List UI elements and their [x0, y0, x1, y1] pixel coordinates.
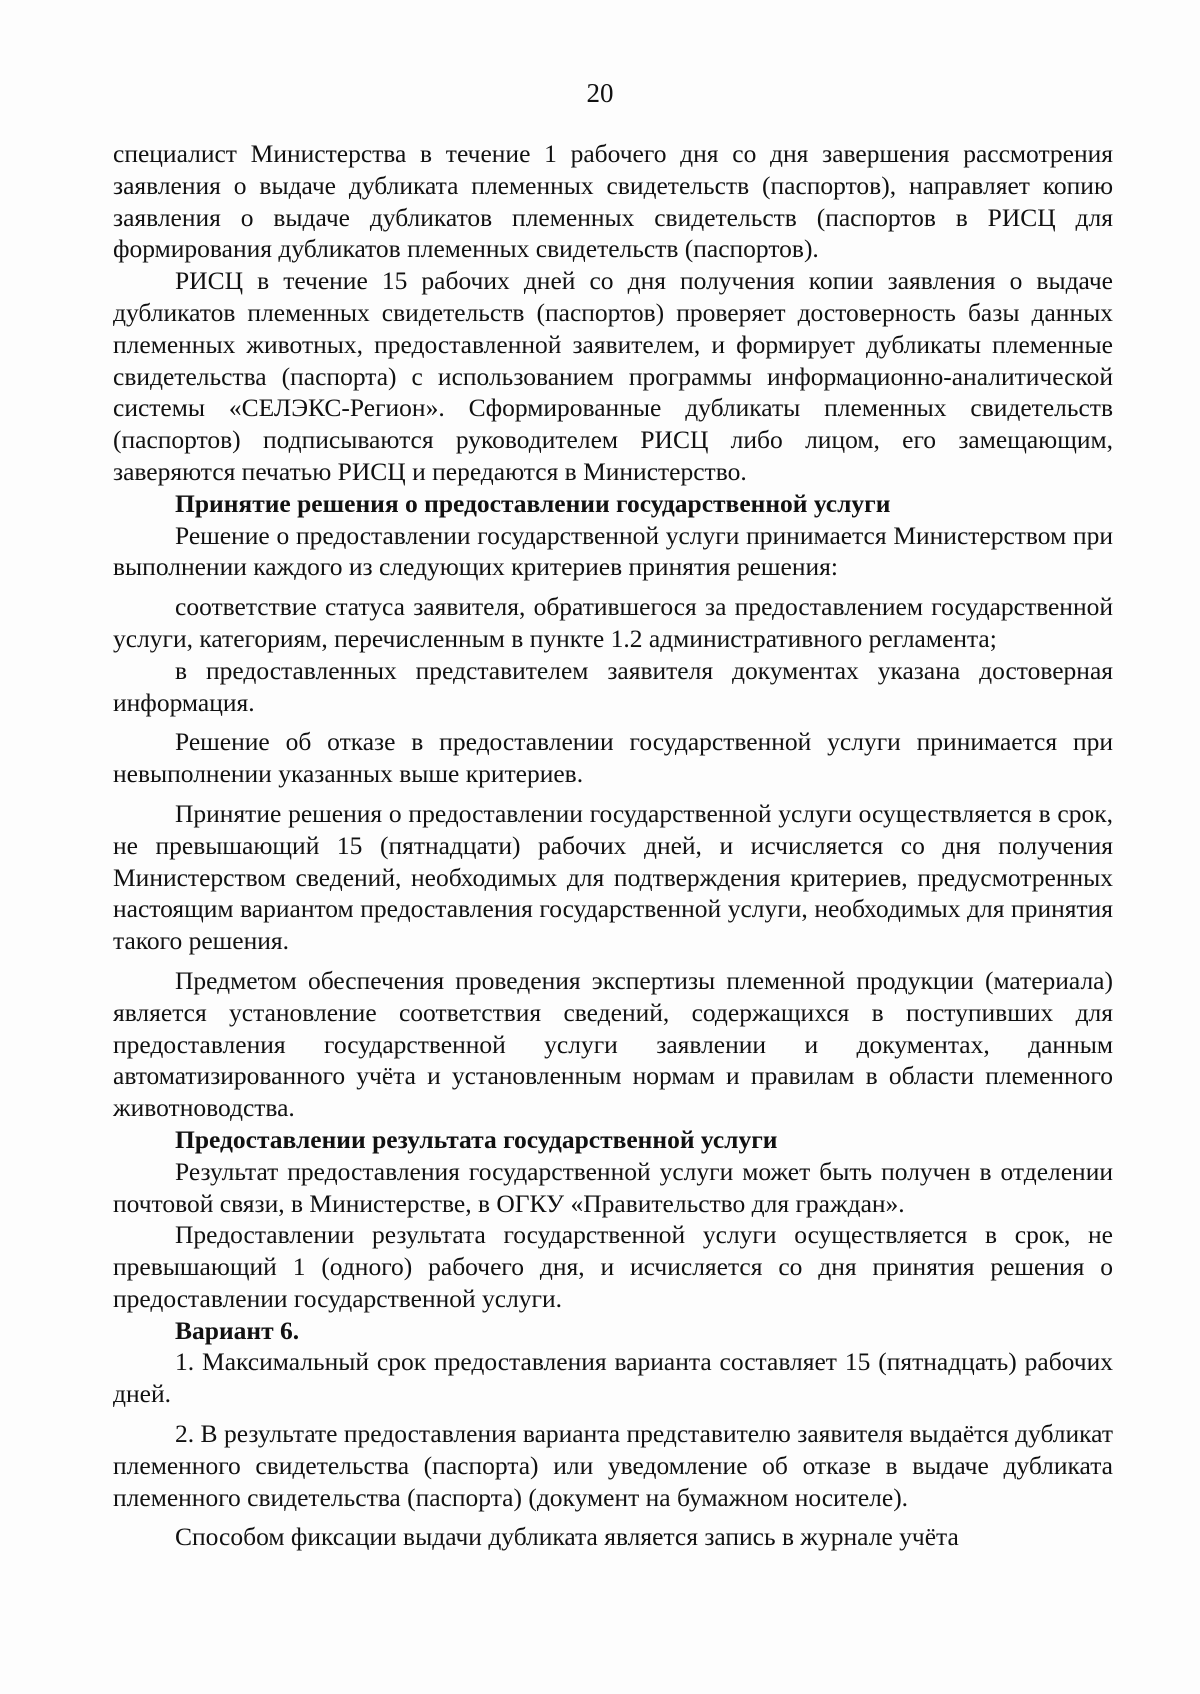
paragraph: РИСЦ в течение 15 рабочих дней со дня получения копии заявления о выдаче дубликатов племенных свидетельств (паспортов) проверяет достоверность базы данных племенных животных, предоставленной заявителем, и формирует дубликаты племенные свидетельства (паспорта) с использованием программы информационно-аналитической системы «СЕЛЭКС-Регион». Сформированные дубликаты племенных свидетельств (паспортов) подписываются руководителем РИСЦ либо лицом, его замещающим, заверяются печатью РИСЦ и передаются в Министерство.: [113, 266, 1113, 486]
paragraph: Способом фиксации выдачи дубликата является запись в журнале учёта: [175, 1522, 959, 1552]
paragraph: Решение об отказе в предоставлении государственной услуги принимается при невыполнении указанных выше критериев.: [113, 727, 1113, 789]
paragraph: Принятие решения о предоставлении государственной услуги осуществляется в срок, не превышающий 15 (пятнадцати) рабочих дней, и исчисляется со дня получения Министерством сведений, необходимых для подтверждения критериев, предусмотренных настоящим вариантом предоставления государственной услуги, необходимых для принятия такого решения.: [113, 798, 1113, 956]
paragraph: соответствие статуса заявителя, обратившегося за предоставлением государственной услуги, категориям, перечисленным в пункте 1.2 административного регламента;: [113, 592, 1113, 653]
paragraph: Результат предоставления государственной услуги может быть получен в отделении почтовой связи, в Министерстве, в ОГКУ «Правительство для граждан».: [113, 1156, 1113, 1218]
paragraph: Предоставлении результата государственной услуги осуществляется в срок, не превышающий 1 (одного) рабочего дня, и исчисляется со дня принятия решения о предоставлении государственной услуги.: [113, 1220, 1113, 1313]
paragraph: в предоставленных представителем заявителя документах указана достоверная информация.: [113, 655, 1113, 717]
page-number: 20: [586, 78, 614, 108]
section-heading: Предоставлении результата государственной услуги: [175, 1124, 778, 1154]
paragraph: Решение о предоставлении государственной услуги принимается Министерством при выполнении каждого из следующих критериев принятия решения:: [113, 520, 1113, 582]
paragraph: Предметом обеспечения проведения экспертизы племенной продукции (материала) является установление соответствия сведений, содержащихся в поступивших для предоставления государственной услуги заявлении и документах, данным автоматизированного учёта и установленным нормам и правилам в области племенного животноводства.: [113, 965, 1113, 1123]
variant-heading: Вариант 6.: [175, 1315, 300, 1345]
paragraph: специалист Министерства в течение 1 рабочего дня со дня завершения рассмотрения заявления о выдаче дубликата племенных свидетельств (паспортов), направляет копию заявления о выдаче дубликатов племенных свидетельств (паспортов в РИСЦ для формирования дубликатов племенных свидетельств (паспортов).: [113, 139, 1113, 264]
paragraph: 1. Максимальный срок предоставления варианта составляет 15 (пятнадцать) рабочих дней.: [113, 1347, 1113, 1409]
document-body: [113, 138, 1113, 1553]
section-heading: Принятие решения о предоставлении государственной услуги: [175, 488, 891, 518]
paragraph: 2. В результате предоставления варианта представителю заявителя выдаётся дубликат племенного свидетельства (паспорта) или уведомление об отказе в выдаче дубликата племенного свидетельства (паспорта) (документ на бумажном носителе).: [113, 1419, 1113, 1512]
